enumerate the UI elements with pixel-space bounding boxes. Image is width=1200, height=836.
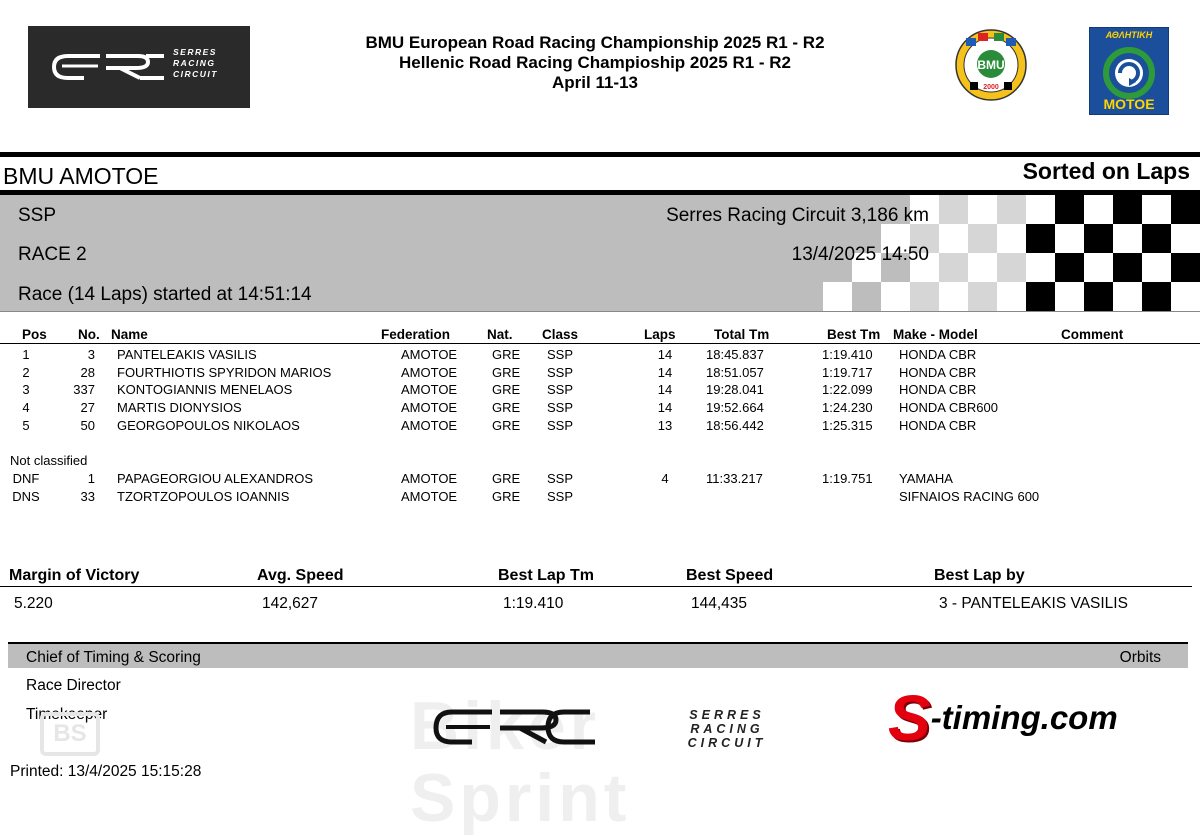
cell-name: TZORTZOPOULOS IOANNIS [117,488,290,504]
cell-total: 18:56.442 [706,417,764,433]
cell-class: SSP [547,364,574,380]
cell-best: 1:25.315 [822,417,873,433]
best-speed-value: 144,435 [691,595,748,612]
best-lap-value: 1:19.410 [503,595,564,612]
src-header-logo [28,26,250,108]
circuit-info: Serres Racing Circuit 3,186 km [666,205,929,226]
best-lap-label: Best Lap Tm [498,567,595,584]
cell-federation: AMOTOE [401,382,458,398]
best-lap-by-label: Best Lap by [934,567,1025,584]
event-name: BMU AMOTOE [3,163,159,189]
cell-make: YAMAHA [899,471,953,486]
race-class: SSP [18,205,57,226]
race-director-label: Race Director [26,677,121,694]
margin-value: 5.220 [14,595,53,612]
cell-nat: GRE [492,364,521,380]
avg-speed-value: 142,627 [262,595,319,612]
src-logo-line1: SERRES [173,47,217,57]
timekeeper-label: Timekeeper [26,706,108,723]
cell-pos: 4 [22,400,30,416]
race-info-band [0,195,1200,312]
cell-laps: 14 [657,364,673,380]
cell-pos: 5 [22,417,30,433]
cell-name: FOURTHIOTIS SPYRIDON MARIOS [117,364,332,380]
cell-best: 1:19.717 [822,364,873,380]
cell-make: HONDA CBR [899,382,977,398]
title-line-3: April 11-13 [552,73,638,92]
src-footer-logo-icon [430,704,670,756]
col-comment: Comment [1061,327,1124,342]
chief-timing-label: Chief of Timing & Scoring [26,649,201,666]
cell-make: HONDA CBR600 [899,400,998,416]
cell-class: SSP [547,400,574,416]
cell-class: SSP [547,417,574,433]
cell-federation: AMOTOE [401,488,458,504]
cell-make: HONDA CBR [899,417,977,433]
col-no: No. [78,327,100,342]
sort-label: Sorted on Laps [1022,158,1190,184]
cell-federation: AMOTOE [401,364,458,380]
cell-laps: 14 [657,400,673,416]
summary-rule [0,586,1192,587]
stiming-domain: -timing.com [930,699,1118,736]
cell-class: SSP [547,382,574,398]
race-start: Race (14 Laps) started at 14:51:14 [18,284,312,305]
amotoe-logo-bottom-text: ΜΟΤΟΕ [1103,96,1155,112]
chief-timing-value: Orbits [1119,649,1161,666]
col-federation: Federation [381,327,451,342]
cell-name: MARTIS DIONYSIOS [117,400,242,416]
cell-best: 1:19.751 [822,471,873,486]
cell-class: SSP [547,471,574,486]
cell-federation: AMOTOE [401,471,458,486]
printed-timestamp: Printed: 13/4/2025 15:15:28 [10,763,202,780]
cell-name: KONTOGIANNIS MENELAOS [117,382,293,398]
cell-make: HONDA CBR [899,347,977,362]
cell-class: SSP [547,347,574,362]
cell-nat: GRE [492,347,521,362]
cell-no: 28 [80,364,95,380]
cell-name: PAPAGEORGIOU ALEXANDROS [117,471,314,486]
cell-pos: 3 [22,382,30,398]
src-logo-line3: CIRCUIT [173,69,218,79]
best-lap-by-value: 3 - PANTELEAKIS VASILIS [939,595,1128,612]
not-classified-label: Not classified [10,453,88,468]
biker-sprint-watermark: Biker Sprint [410,688,631,836]
cell-no: 1 [87,471,95,486]
cell-federation: AMOTOE [401,400,458,416]
col-name: Name [111,327,148,342]
avg-speed-label: Avg. Speed [257,567,344,584]
cell-name: PANTELEAKIS VASILIS [117,347,257,362]
cell-best: 1:19.410 [822,347,873,362]
cell-make: SIFNAIOS RACING 600 [899,488,1040,504]
src-footer-line3: CIRCUIT [687,736,767,750]
cell-laps: 14 [657,347,673,362]
title-line-2: Hellenic Road Racing Champioship 2025 R1 - R2 [398,53,792,72]
cell-class: SSP [547,488,574,504]
src-logo-line2: RACING [173,58,216,68]
src-logo-mark-icon [28,26,250,108]
cell-nat: GRE [492,471,521,486]
cell-nat: GRE [492,417,521,433]
bmu-logo-text: BMU [977,58,1005,72]
col-laps: Laps [644,327,676,342]
table-header-rule [0,343,1200,344]
cell-no: 50 [80,417,95,433]
cell-pos: 1 [22,347,30,362]
title-line-1: BMU European Road Racing Championship 2025 R1 - R2 [365,33,825,52]
cell-no: 33 [80,488,95,504]
bmu-emblem-icon [950,28,1032,102]
cell-pos: DNF [12,471,40,486]
title-rule-top [0,152,1200,157]
best-speed-label: Best Speed [686,567,774,584]
cell-best: 1:22.099 [822,382,873,398]
cell-nat: GRE [492,488,521,504]
stiming-logo [888,683,1118,753]
cell-no: 3 [87,347,95,362]
amotoe-logo-top-text: ΑΘΛΗΤΙΚΗ [1105,30,1153,40]
src-footer-line1: SERRES [689,708,765,722]
cell-total: 19:28.041 [706,382,764,398]
src-footer-line2: RACING [690,722,764,736]
margin-label: Margin of Victory [9,567,140,584]
cell-name: GEORGOPOULOS NIKOLAOS [117,417,300,433]
col-pos: Pos [22,327,47,342]
cell-best: 1:24.230 [822,400,873,416]
bmu-logo-year: 2000 [983,84,999,91]
bs-watermark-icon: BS [40,712,100,756]
bmu-logo [950,28,1032,102]
col-total: Total Tm [714,327,770,342]
cell-make: HONDA CBR [899,364,977,380]
col-nat: Nat. [487,327,513,342]
src-footer-logo-text [672,708,782,750]
race-datetime: 13/4/2025 14:50 [791,244,929,265]
cell-nat: GRE [492,400,521,416]
cell-total: 18:51.057 [706,364,764,380]
cell-total: 11:33.217 [706,471,763,486]
cell-federation: AMOTOE [401,347,458,362]
cell-pos: 2 [22,364,30,380]
amotoe-logo [1089,27,1169,115]
cell-nat: GRE [492,382,521,398]
cell-no: 337 [73,382,95,398]
cell-laps: 4 [661,471,669,486]
cell-laps: 13 [657,417,673,433]
event-titles [250,33,940,93]
cell-pos: DNS [12,488,40,504]
stiming-s-letter: S [888,682,931,754]
col-best: Best Tm [827,327,881,342]
col-class: Class [542,327,579,342]
cell-no: 27 [80,400,95,416]
cell-laps: 14 [657,382,673,398]
cell-federation: AMOTOE [401,417,458,433]
cell-total: 18:45.837 [706,347,764,362]
race-number: RACE 2 [18,244,87,265]
cell-total: 19:52.664 [706,400,764,416]
col-make: Make - Model [893,327,978,342]
